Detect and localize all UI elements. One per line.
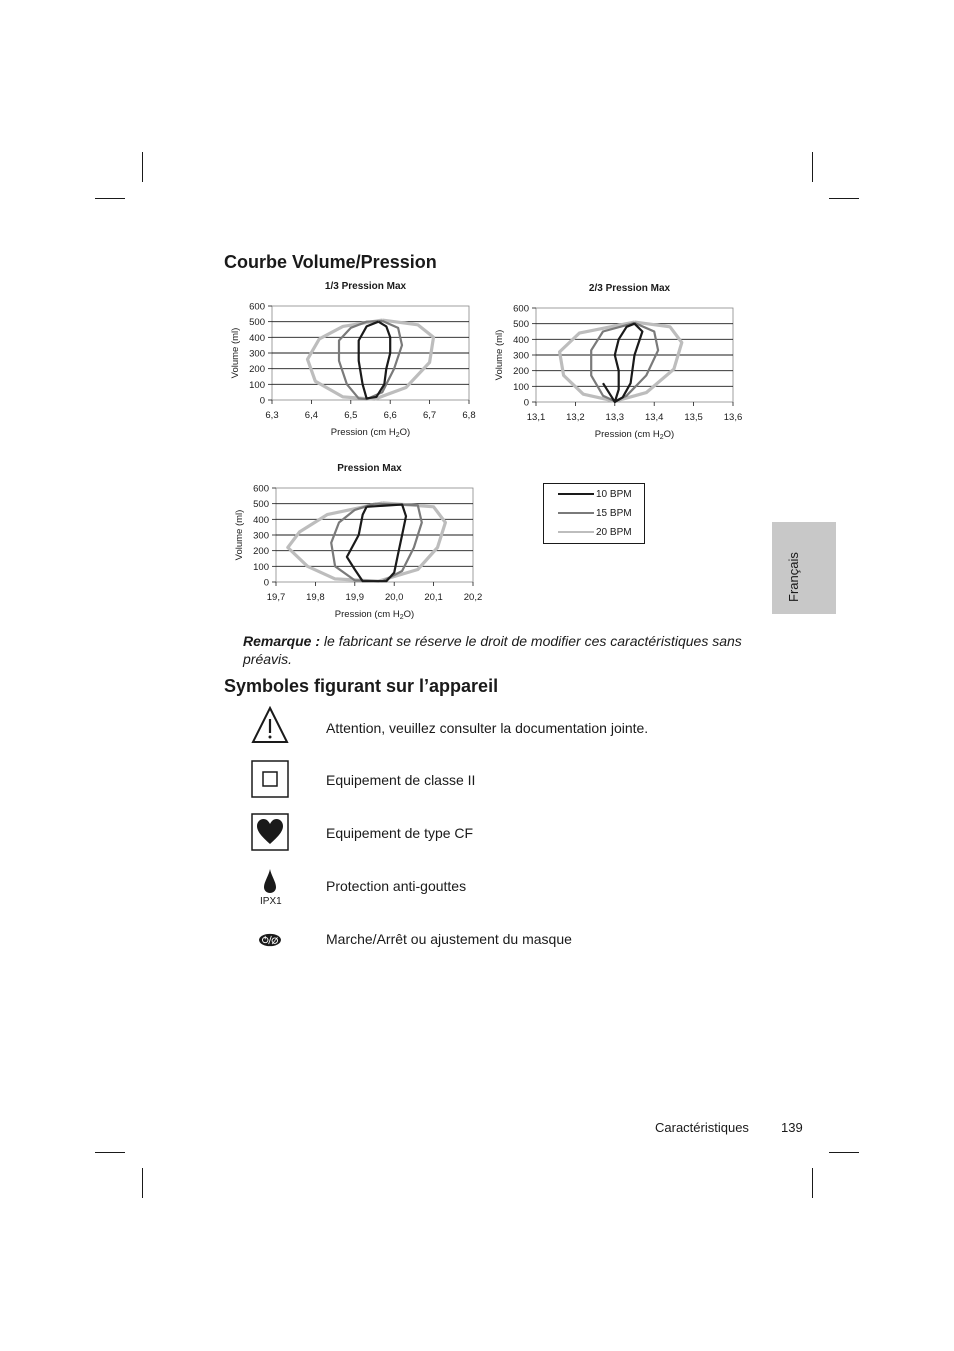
x-tick-label: 6,5 — [344, 410, 358, 421]
class-ii-square-icon — [251, 760, 289, 798]
x-tick-label: 13,6 — [723, 412, 743, 423]
y-tick-label: 600 — [513, 303, 529, 315]
series-line — [331, 504, 422, 582]
y-tick-label: 200 — [253, 546, 269, 558]
symbol-description: Protection anti-gouttes — [326, 878, 467, 894]
symbol-description: Attention, veuillez consulter la documentation jointe. — [326, 720, 649, 736]
symbol-description: Equipement de type CF — [326, 825, 474, 841]
x-tick-label: 20,2 — [463, 592, 483, 603]
chart-max — [226, 458, 496, 626]
chart-svg — [486, 278, 761, 446]
y-tick-label: 100 — [513, 381, 529, 393]
x-tick-label: 19,8 — [306, 592, 325, 603]
y-tick-label: 500 — [253, 499, 269, 511]
crop-mark — [829, 1152, 859, 1153]
y-tick-label: 100 — [249, 379, 265, 391]
x-tick-label: 13,2 — [566, 412, 585, 423]
y-tick-label: 600 — [249, 301, 265, 313]
page-number: 139 — [781, 1120, 803, 1135]
y-tick-label: 300 — [249, 348, 265, 360]
x-tick-label: 20,1 — [424, 592, 443, 603]
chart-legend — [543, 483, 645, 544]
y-axis-label: Volume (ml) — [230, 327, 241, 379]
y-tick-label: 500 — [249, 317, 265, 329]
symbols-title: Symboles figurant sur l’appareil — [224, 676, 499, 696]
y-tick-label: 200 — [249, 364, 265, 376]
crop-mark — [95, 198, 125, 199]
y-tick-label: 0 — [523, 397, 529, 409]
symbol-description: Marche/Arrêt ou ajustement du masque — [326, 931, 572, 947]
series-line — [288, 503, 446, 581]
remark-text: le fabricant se réserve le droit de modifier ces caractéristiques sans préavis. — [243, 633, 742, 667]
y-tick-label: 400 — [249, 332, 265, 344]
section-title: Courbe Volume/Pression — [224, 252, 437, 272]
chart-svg — [222, 276, 492, 444]
chart-title: 2/3 Pression Max — [588, 283, 671, 294]
series-line — [339, 321, 402, 399]
symbol-description: Equipement de classe II — [326, 772, 476, 788]
heart-type-cf-icon — [251, 813, 289, 851]
remark-note — [243, 632, 763, 668]
legend-swatch — [558, 512, 594, 514]
y-axis-label: Volume (ml) — [234, 509, 245, 561]
legend-item — [558, 524, 632, 540]
chart-title: 1/3 Pression Max — [324, 281, 407, 292]
ipx1-caption: IPX1 — [260, 896, 282, 907]
x-axis-label: Pression (cm $H_2O$) — [330, 427, 411, 439]
y-axis-label: Volume (ml) — [494, 329, 505, 381]
y-tick-label: 600 — [253, 483, 269, 495]
crop-mark — [142, 152, 143, 182]
x-tick-label: 19,9 — [345, 592, 365, 603]
y-tick-label: 0 — [263, 577, 269, 589]
y-tick-label: 200 — [513, 366, 529, 378]
legend-label: 15 BPM — [596, 507, 632, 519]
series-line — [560, 322, 682, 401]
x-tick-label: 13,5 — [684, 412, 703, 423]
remark-label: Remarque : — [243, 633, 321, 649]
y-tick-label: 100 — [253, 561, 269, 573]
series-line — [308, 320, 434, 399]
y-tick-label: 300 — [513, 350, 529, 362]
x-tick-label: 6,4 — [304, 410, 319, 421]
chart-third-max — [222, 276, 492, 444]
language-label: Français — [786, 552, 801, 602]
legend-swatch — [558, 493, 594, 495]
crop-mark — [812, 1168, 813, 1198]
chart-two-thirds-max — [486, 278, 761, 446]
legend-item — [558, 505, 632, 521]
x-tick-label: 6,8 — [462, 410, 476, 421]
chart-title: Pression Max — [337, 463, 402, 474]
y-tick-label: 400 — [253, 514, 269, 526]
warning-triangle-icon — [251, 706, 289, 744]
x-tick-label: 13,3 — [605, 412, 625, 423]
x-axis-label: Pression (cm $H_2O$) — [594, 429, 675, 441]
legend-swatch — [558, 531, 594, 533]
x-tick-label: 20,0 — [384, 592, 404, 603]
power-mask-icon — [251, 927, 289, 953]
legend-item — [558, 486, 632, 502]
crop-mark — [95, 1152, 125, 1153]
y-tick-label: 500 — [513, 319, 529, 331]
x-axis-label: Pression (cm $H_2O$) — [334, 609, 415, 621]
series-line — [347, 505, 406, 582]
language-side-tab — [772, 522, 836, 614]
series-line — [603, 324, 642, 402]
crop-mark — [829, 198, 859, 199]
legend-label: 20 BPM — [596, 526, 632, 538]
y-tick-label: 0 — [259, 395, 265, 407]
y-tick-label: 300 — [253, 530, 269, 542]
crop-mark — [142, 1168, 143, 1198]
x-tick-label: 13,4 — [644, 412, 664, 423]
x-tick-label: 6,6 — [383, 410, 397, 421]
crop-mark — [812, 152, 813, 182]
legend-label: 10 BPM — [596, 488, 632, 500]
chart-svg — [226, 458, 496, 626]
x-tick-label: 19,7 — [266, 592, 286, 603]
x-tick-label: 13,1 — [526, 412, 546, 423]
x-tick-label: 6,7 — [422, 410, 437, 421]
y-tick-label: 400 — [513, 334, 529, 346]
footer-section-label: Caractéristiques — [655, 1120, 749, 1135]
x-tick-label: 6,3 — [265, 410, 279, 421]
